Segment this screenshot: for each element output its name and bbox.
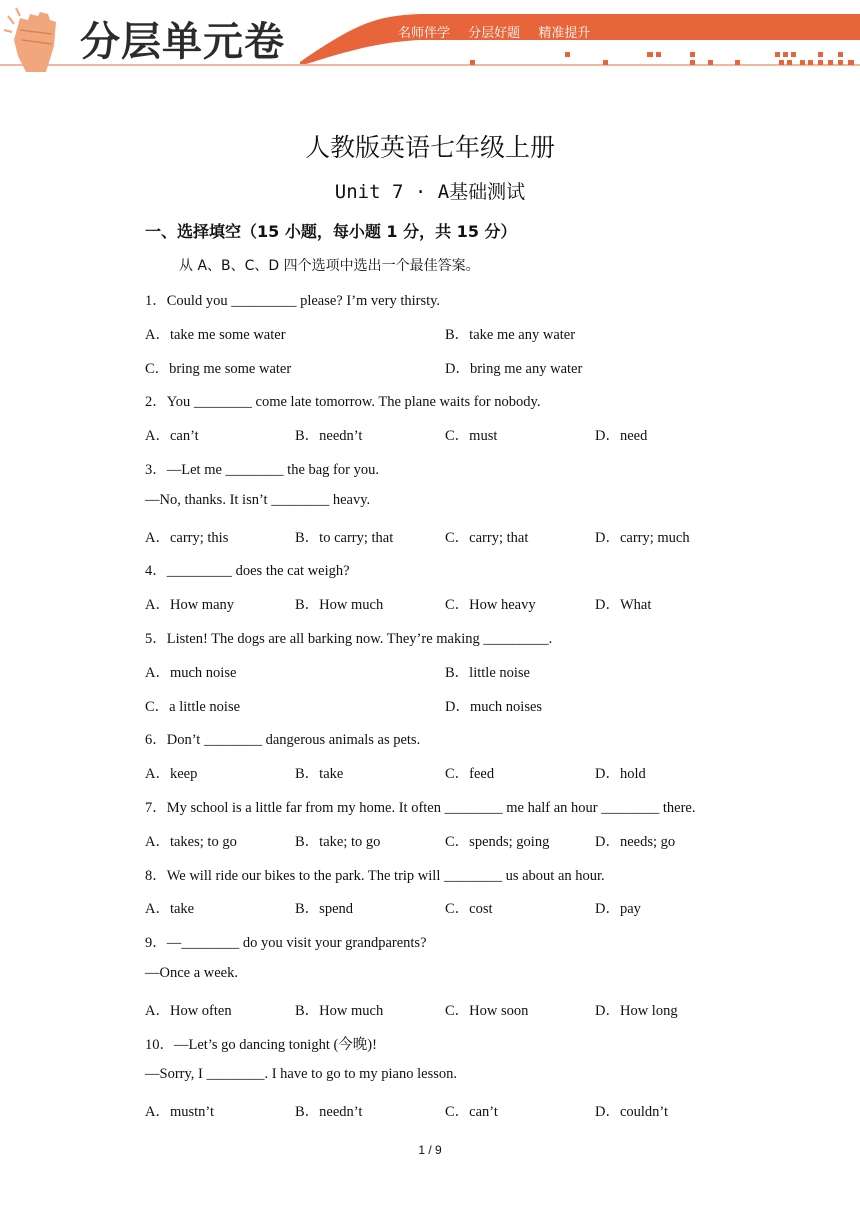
question-6-option: A．keep [145, 766, 198, 783]
question-9-stem: —Once a week. [145, 965, 238, 981]
page-number: 1 / 9 [418, 1143, 442, 1157]
question-8-option: A．take [145, 901, 195, 918]
question-9-option: D．How long [595, 1002, 678, 1019]
question-9-option: C．How soon [445, 1002, 529, 1019]
question-2-option: A．can’t [145, 428, 199, 445]
question-1-stem: 1．Could you _________ please? I’m very thirsty. [145, 293, 441, 309]
question-10-stem: 10．—Let’s go dancing tonight (今晚)! [145, 1036, 377, 1053]
question-6-option: B．take [295, 766, 344, 783]
question-3-stem: 3．—Let me ________ the bag for you. [145, 462, 379, 478]
question-8-option: D．pay [595, 901, 641, 918]
question-10-option: A．mustn’t [145, 1104, 215, 1121]
question-9-option: B．How much [295, 1002, 384, 1019]
question-6-option: C．feed [445, 766, 495, 783]
question-10-option: B．needn’t [295, 1104, 363, 1121]
question-8-option: C．cost [445, 901, 493, 918]
question-5-stem: 5．Listen! The dogs are all barking now. They’re making _________. [145, 631, 553, 647]
question-3-stem: —No, thanks. It isn’t ________ heavy. [145, 491, 371, 508]
question-4-option: B．How much [295, 597, 384, 614]
question-3-option: B．to carry; that [295, 529, 394, 546]
question-10-option: C．can’t [445, 1104, 498, 1121]
question-7-option: B．take; to go [295, 833, 381, 850]
page-header [0, 0, 860, 80]
header-slogans [398, 22, 604, 41]
document-title: 人教版英语七年级上册 [304, 133, 555, 162]
slogan: 名师伴学 [398, 26, 451, 41]
question-7-option: D．needs; go [595, 833, 676, 850]
question-3-option: A．carry; this [145, 529, 229, 546]
question-5-option: C．a little noise [145, 698, 241, 715]
question-6-option: D．hold [595, 766, 646, 783]
question-8-option: B．spend [295, 901, 353, 918]
fist-logo-icon [4, 8, 56, 72]
section-heading: 一、选择填空（15 小题，每小题 1 分，共 15 分） [145, 222, 517, 241]
question-5-option: A．much noise [145, 664, 237, 681]
question-10-stem: —Sorry, I ________. I have to go to my piano lesson. [145, 1066, 457, 1083]
question-5-option: D．much noises [445, 698, 543, 715]
question-1-option: C．bring me some water [145, 360, 292, 377]
question-4-option: A．How many [145, 597, 235, 614]
document-subtitle: Unit 7 · A基础测试 [334, 181, 526, 203]
question-1-option: D．bring me any water [445, 360, 583, 377]
question-5-option: B．little noise [445, 664, 530, 681]
question-7-stem: 7．My school is a little far from my home. It often ________ me half an hour ________ there. [145, 800, 696, 816]
question-2-stem: 2．You ________ come late tomorrow. The plane waits for nobody. [145, 394, 541, 411]
question-4-stem: 4．_________ does the cat weigh? [145, 563, 350, 580]
slogan: 精准提升 [538, 26, 591, 41]
question-6-stem: 6．Don’t ________ dangerous animals as pets. [145, 732, 421, 749]
question-10-option: D．couldn’t [595, 1104, 669, 1121]
question-2-option: C．must [445, 428, 498, 445]
question-4-option: C．How heavy [445, 597, 536, 614]
question-8-stem: 8．We will ride our bikes to the park. The trip will ________ us about an hour. [145, 867, 605, 884]
slogan: 分层好题 [468, 26, 521, 41]
question-9-option: A．How often [145, 1002, 232, 1019]
question-7-option: C．spends; going [445, 833, 550, 850]
question-3-option: C．carry; that [445, 529, 529, 546]
question-2-option: D．need [595, 428, 648, 445]
instruction-text: 从 A、B、C、D 四个选项中选出一个最佳答案。 [179, 258, 480, 274]
question-9-stem: 9．—________ do you visit your grandparents? [145, 935, 427, 952]
question-4-option: D．What [595, 597, 652, 614]
brand-title: 分层单元卷 [80, 19, 285, 65]
question-1-option: A．take me some water [145, 326, 286, 343]
question-1-option: B．take me any water [445, 326, 576, 343]
question-3-option: D．carry; much [595, 529, 690, 546]
question-7-option: A．takes; to go [145, 833, 237, 850]
question-2-option: B．needn’t [295, 428, 363, 445]
